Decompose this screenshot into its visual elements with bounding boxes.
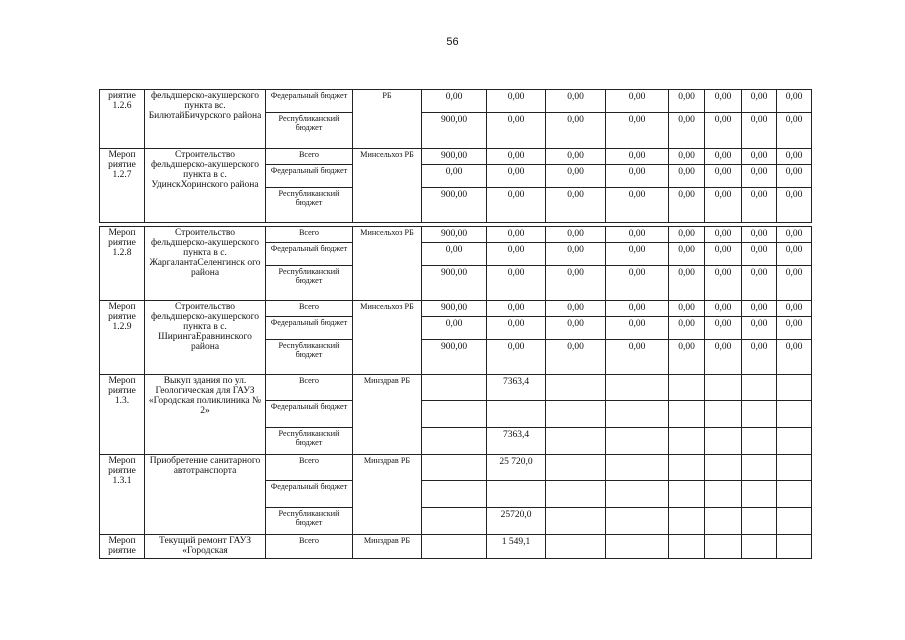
table-row xyxy=(100,227,812,243)
funding-source-cell: Республиканский бюджет xyxy=(266,508,353,535)
amount-cell xyxy=(777,481,812,508)
amount-cell: 0,00 xyxy=(669,149,705,165)
amount-cell: 0,00 xyxy=(669,243,705,266)
amount-cell: 0,00 xyxy=(669,165,705,188)
amount-cell: 0,00 xyxy=(546,188,606,223)
funding-source-cell: Всего xyxy=(266,375,353,401)
table-row xyxy=(100,535,812,559)
amount-cell xyxy=(422,455,487,481)
amount-cell xyxy=(422,508,487,535)
amount-cell xyxy=(606,535,669,559)
measure-name-cell: Строительство фельдшерско-акушерского пункта в с. УдинскХоринского района xyxy=(145,149,266,223)
amount-cell: 0,00 xyxy=(705,340,742,375)
funding-source-cell: Федеральный бюджет xyxy=(266,165,353,188)
amount-cell: 0,00 xyxy=(487,165,546,188)
amount-cell xyxy=(705,508,742,535)
table-row xyxy=(100,149,812,165)
amount-cell: 0,00 xyxy=(546,113,606,149)
amount-cell: 0,00 xyxy=(669,317,705,340)
amount-cell: 0,00 xyxy=(546,301,606,317)
amount-cell: 0,00 xyxy=(606,113,669,149)
amount-cell xyxy=(422,428,487,455)
amount-cell: 0,00 xyxy=(777,317,812,340)
page-number: 56 xyxy=(446,36,459,48)
amount-cell xyxy=(705,428,742,455)
amount-cell: 0,00 xyxy=(546,165,606,188)
funding-source-cell: Федеральный бюджет xyxy=(266,481,353,508)
amount-cell: 0,00 xyxy=(487,188,546,223)
amount-cell: 0,00 xyxy=(487,227,546,243)
amount-cell: 0,00 xyxy=(606,90,669,113)
funding-source-cell: Республиканский бюджет xyxy=(266,188,353,223)
measure-code-cell: риятие 1.2.6 xyxy=(100,90,145,149)
amount-cell xyxy=(546,455,606,481)
amount-cell: 0,00 xyxy=(742,243,777,266)
amount-cell xyxy=(742,535,777,559)
amount-cell: 0,00 xyxy=(777,301,812,317)
amount-cell: 0,00 xyxy=(487,301,546,317)
funding-source-cell: Республиканский бюджет xyxy=(266,428,353,455)
amount-cell: 0,00 xyxy=(742,188,777,223)
amount-cell xyxy=(705,455,742,481)
amount-cell xyxy=(546,481,606,508)
amount-cell: 0,00 xyxy=(777,149,812,165)
amount-cell: 0,00 xyxy=(705,266,742,301)
amount-cell xyxy=(669,508,705,535)
amount-cell: 25720,0 xyxy=(487,508,546,535)
amount-cell: 900,00 xyxy=(422,301,487,317)
amount-cell: 0,00 xyxy=(606,188,669,223)
amount-cell: 0,00 xyxy=(669,90,705,113)
amount-cell: 0,00 xyxy=(546,317,606,340)
amount-cell xyxy=(606,401,669,428)
measure-name-cell: Строительство фельдшерско-акушерского пункта в с. ШирингаЕравнинского района xyxy=(145,301,266,375)
amount-cell: 0,00 xyxy=(669,188,705,223)
funding-source-cell: Федеральный бюджет xyxy=(266,90,353,113)
table-row xyxy=(100,301,812,317)
amount-cell: 0,00 xyxy=(705,301,742,317)
budget-table-wrapper xyxy=(99,89,812,559)
amount-cell: 0,00 xyxy=(606,149,669,165)
amount-cell: 0,00 xyxy=(422,90,487,113)
amount-cell xyxy=(546,401,606,428)
measure-name-cell: Выкуп здания по ул. Геологическая для ГАУЗ «Городская поликлиника № 2» xyxy=(145,375,266,455)
amount-cell: 0,00 xyxy=(422,165,487,188)
amount-cell xyxy=(546,508,606,535)
amount-cell xyxy=(669,375,705,401)
amount-cell: 0,00 xyxy=(606,227,669,243)
funding-source-cell: Республиканский бюджет xyxy=(266,113,353,149)
amount-cell: 0,00 xyxy=(487,113,546,149)
amount-cell xyxy=(777,375,812,401)
amount-cell xyxy=(742,428,777,455)
amount-cell xyxy=(606,481,669,508)
funding-source-cell: Всего xyxy=(266,301,353,317)
amount-cell: 900,00 xyxy=(422,266,487,301)
measure-code-cell: Мероп риятие 1.3.1 xyxy=(100,455,145,535)
amount-cell: 0,00 xyxy=(487,266,546,301)
amount-cell: 0,00 xyxy=(705,188,742,223)
amount-cell: 900,00 xyxy=(422,340,487,375)
amount-cell: 0,00 xyxy=(487,317,546,340)
amount-cell: 0,00 xyxy=(546,340,606,375)
funding-source-cell: Федеральный бюджет xyxy=(266,317,353,340)
amount-cell: 0,00 xyxy=(742,165,777,188)
measure-name-cell: фельдшерско-акушерского пункта вс. БилютайБичурского района xyxy=(145,90,266,149)
measure-name-cell: Текущий ремонт ГАУЗ «Городская xyxy=(145,535,266,559)
amount-cell xyxy=(777,535,812,559)
amount-cell xyxy=(422,535,487,559)
amount-cell: 0,00 xyxy=(669,266,705,301)
amount-cell xyxy=(705,401,742,428)
amount-cell: 0,00 xyxy=(705,149,742,165)
amount-cell xyxy=(777,508,812,535)
funding-source-cell: Федеральный бюджет xyxy=(266,401,353,428)
amount-cell: 0,00 xyxy=(742,301,777,317)
amount-cell xyxy=(742,401,777,428)
amount-cell xyxy=(487,481,546,508)
amount-cell: 0,00 xyxy=(777,243,812,266)
amount-cell: 0,00 xyxy=(546,90,606,113)
amount-cell xyxy=(669,481,705,508)
amount-cell: 0,00 xyxy=(705,243,742,266)
amount-cell xyxy=(669,455,705,481)
amount-cell xyxy=(606,508,669,535)
measure-code-cell: Мероп риятие 1.3. xyxy=(100,375,145,455)
amount-cell xyxy=(777,428,812,455)
amount-cell: 0,00 xyxy=(742,149,777,165)
amount-cell: 0,00 xyxy=(777,90,812,113)
amount-cell xyxy=(705,535,742,559)
amount-cell: 0,00 xyxy=(487,243,546,266)
amount-cell: 0,00 xyxy=(742,227,777,243)
funding-source-cell: Федеральный бюджет xyxy=(266,243,353,266)
executor-cell: Минздрав РБ xyxy=(353,375,422,455)
amount-cell: 7363,4 xyxy=(487,428,546,455)
amount-cell: 0,00 xyxy=(669,227,705,243)
amount-cell xyxy=(487,401,546,428)
funding-source-cell: Всего xyxy=(266,455,353,481)
amount-cell: 25 720,0 xyxy=(487,455,546,481)
amount-cell: 0,00 xyxy=(422,243,487,266)
amount-cell: 900,00 xyxy=(422,149,487,165)
amount-cell: 7363,4 xyxy=(487,375,546,401)
amount-cell xyxy=(546,535,606,559)
amount-cell: 0,00 xyxy=(546,149,606,165)
executor-cell: Минздрав РБ xyxy=(353,455,422,535)
amount-cell: 0,00 xyxy=(546,266,606,301)
measure-name-cell: Строительство фельдшерско-акушерского пункта в с. ЖаргалантаСеленгинск ого района xyxy=(145,227,266,301)
amount-cell: 0,00 xyxy=(705,90,742,113)
amount-cell: 0,00 xyxy=(606,317,669,340)
amount-cell xyxy=(606,455,669,481)
funding-source-cell: Всего xyxy=(266,227,353,243)
amount-cell: 0,00 xyxy=(742,266,777,301)
table-row xyxy=(100,455,812,481)
funding-source-cell: Республиканский бюджет xyxy=(266,266,353,301)
amount-cell: 1 549,1 xyxy=(487,535,546,559)
amount-cell: 0,00 xyxy=(606,340,669,375)
amount-cell: 0,00 xyxy=(777,227,812,243)
amount-cell: 0,00 xyxy=(546,227,606,243)
amount-cell xyxy=(422,481,487,508)
amount-cell: 0,00 xyxy=(705,113,742,149)
amount-cell: 900,00 xyxy=(422,227,487,243)
amount-cell xyxy=(777,455,812,481)
amount-cell: 0,00 xyxy=(742,113,777,149)
amount-cell xyxy=(422,401,487,428)
amount-cell xyxy=(742,508,777,535)
amount-cell: 0,00 xyxy=(422,317,487,340)
executor-cell: Минздрав РБ xyxy=(353,535,422,559)
amount-cell xyxy=(669,401,705,428)
amount-cell: 0,00 xyxy=(777,266,812,301)
amount-cell xyxy=(777,401,812,428)
amount-cell xyxy=(742,455,777,481)
amount-cell xyxy=(742,481,777,508)
executor-cell: Минсельхоз РБ xyxy=(353,227,422,301)
amount-cell: 0,00 xyxy=(742,90,777,113)
amount-cell xyxy=(606,375,669,401)
amount-cell: 0,00 xyxy=(606,165,669,188)
amount-cell: 0,00 xyxy=(669,113,705,149)
funding-source-cell: Всего xyxy=(266,535,353,559)
executor-cell: РБ xyxy=(353,90,422,149)
funding-source-cell: Всего xyxy=(266,149,353,165)
amount-cell: 0,00 xyxy=(606,243,669,266)
amount-cell: 900,00 xyxy=(422,188,487,223)
amount-cell xyxy=(422,375,487,401)
amount-cell: 0,00 xyxy=(546,243,606,266)
measure-code-cell: Мероп риятие xyxy=(100,535,145,559)
amount-cell xyxy=(705,375,742,401)
table-row xyxy=(100,375,812,401)
amount-cell: 0,00 xyxy=(742,317,777,340)
funding-source-cell: Республиканский бюджет xyxy=(266,340,353,375)
amount-cell xyxy=(669,428,705,455)
amount-cell: 0,00 xyxy=(705,317,742,340)
executor-cell: Минсельхоз РБ xyxy=(353,149,422,223)
amount-cell: 0,00 xyxy=(487,90,546,113)
amount-cell: 0,00 xyxy=(487,149,546,165)
measure-code-cell: Мероп риятие 1.2.9 xyxy=(100,301,145,375)
table-row xyxy=(100,90,812,113)
amount-cell xyxy=(606,428,669,455)
amount-cell xyxy=(742,375,777,401)
measure-code-cell: Мероп риятие 1.2.8 xyxy=(100,227,145,301)
amount-cell: 0,00 xyxy=(705,227,742,243)
amount-cell: 0,00 xyxy=(742,340,777,375)
amount-cell: 0,00 xyxy=(487,340,546,375)
amount-cell: 0,00 xyxy=(606,266,669,301)
amount-cell: 0,00 xyxy=(777,165,812,188)
executor-cell: Минсельхоз РБ xyxy=(353,301,422,375)
amount-cell: 0,00 xyxy=(669,301,705,317)
amount-cell: 0,00 xyxy=(777,188,812,223)
amount-cell: 0,00 xyxy=(777,113,812,149)
amount-cell xyxy=(546,375,606,401)
amount-cell: 900,00 xyxy=(422,113,487,149)
amount-cell: 0,00 xyxy=(777,340,812,375)
measure-name-cell: Приобретение санитарного автотранспорта xyxy=(145,455,266,535)
amount-cell: 0,00 xyxy=(705,165,742,188)
amount-cell: 0,00 xyxy=(606,301,669,317)
budget-table xyxy=(99,89,812,559)
amount-cell xyxy=(669,535,705,559)
amount-cell xyxy=(546,428,606,455)
measure-code-cell: Мероп риятие 1.2.7 xyxy=(100,149,145,223)
amount-cell xyxy=(705,481,742,508)
budget-table-body xyxy=(100,90,812,559)
amount-cell: 0,00 xyxy=(669,340,705,375)
